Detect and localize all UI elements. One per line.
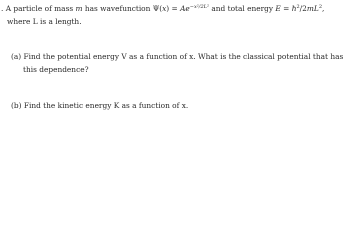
equals-text: ) = bbox=[166, 4, 181, 13]
part-a-question-line-2: this dependence? bbox=[23, 65, 89, 74]
problem-statement-line-2: where L is a length. bbox=[7, 17, 82, 26]
part-a-question-line-1: (a) Find the potential energy V as a function of x. What is the classical potential that has bbox=[11, 52, 344, 61]
length-symbol: L bbox=[313, 4, 319, 13]
over-two-text: /2 bbox=[299, 4, 307, 13]
energy-equals: = bbox=[280, 4, 292, 13]
x-symbol: x bbox=[162, 4, 167, 13]
hbar-symbol: ℏ bbox=[291, 4, 297, 13]
hbar-square: 2 bbox=[296, 4, 300, 10]
mass-symbol-2: m bbox=[306, 4, 314, 13]
intro-text: . A particle of mass bbox=[1, 4, 76, 13]
length-square: 2 bbox=[318, 4, 322, 10]
energy-symbol: E bbox=[275, 4, 281, 13]
line-end-comma: , bbox=[322, 4, 325, 13]
amplitude-symbol: A bbox=[180, 4, 186, 13]
part-b-question: (b) Find the kinetic energy K as a function of x. bbox=[11, 101, 189, 110]
energy-text: and total energy bbox=[209, 4, 276, 13]
mass-symbol: m bbox=[75, 4, 83, 13]
wavefunction-text: has wavefunction Ψ( bbox=[82, 4, 163, 13]
exponent-text: −x²/2L² bbox=[189, 4, 209, 10]
problem-statement-line-1 bbox=[1, 4, 324, 14]
exponential-symbol: e bbox=[185, 4, 190, 13]
